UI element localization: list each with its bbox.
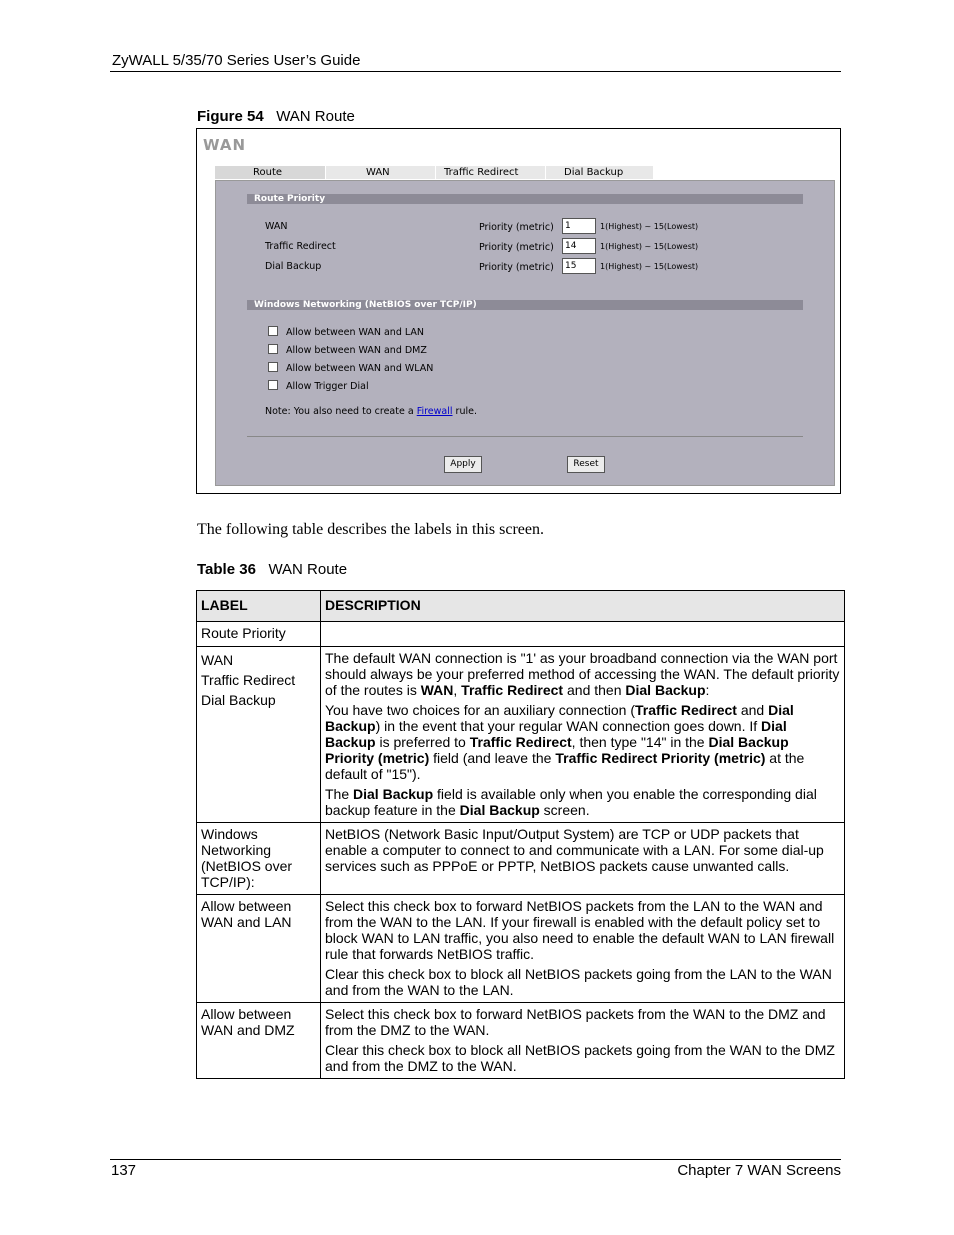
checkbox-label: Allow Trigger Dial	[286, 381, 369, 392]
table-row	[197, 895, 845, 1003]
tab-traffic-redirect[interactable]: Traffic Redirect	[436, 166, 546, 179]
separator	[247, 436, 803, 437]
tab-dial-backup[interactable]: Dial Backup	[546, 166, 654, 179]
allow-trigger-dial-checkbox[interactable]	[268, 380, 278, 390]
allow-wan-lan-checkbox[interactable]	[268, 326, 278, 336]
settings-panel	[215, 180, 835, 486]
row-label: Route Priority	[197, 622, 321, 647]
header-rule	[110, 71, 841, 72]
col-header-description: DESCRIPTION	[321, 591, 845, 622]
row-label: Allow between WAN and LAN	[197, 895, 321, 1003]
row-description: Select this check box to forward NetBIOS packets from the LAN to the WAN and from the WAN to the LAN. If your firewall is enabled with the default policy set to block WAN to LAN traffic, you also need to enable the default WAN to LAN firewall rule that forwards NetBIOS traffic. Clear this check box to block all NetBIOS packets going from the LAN to the WAN and from the WAN to the LAN.	[321, 895, 845, 1003]
footer-rule	[110, 1159, 841, 1160]
reset-button[interactable]: Reset	[567, 456, 605, 473]
description-table	[196, 590, 845, 1079]
tab-wan[interactable]: WAN	[326, 166, 436, 179]
table-row	[197, 1003, 845, 1079]
table-row	[197, 622, 845, 647]
priority-label: Priority (metric)	[479, 262, 554, 273]
table-row	[197, 823, 845, 895]
row-description: The default WAN connection is "1' as your broadband connection via the WAN port should always be your preferred method of accessing the WAN. The default priority of the routes is WAN, Traffic Redirect and then Dial Backup: You have two choices for an auxiliary connection (Traffic Redirect and Dial Backup) in the event that your regular WAN connection goes down. If Dial Backup is preferred to Traffic Redirect, then type "14" in the Dial Backup Priority (metric) field (and leave the Traffic Redirect Priority (metric) at the default of "15"). The Dial Backup field is available only when you enable the corresponding dial backup feature in the Dial Backup screen.	[321, 647, 845, 823]
checkbox-label: Allow between WAN and DMZ	[286, 345, 427, 356]
priority-label: Priority (metric)	[479, 242, 554, 253]
wan-priority-input[interactable]: 1	[562, 218, 596, 234]
traffic-redirect-priority-input[interactable]: 14	[562, 238, 596, 254]
figure-caption	[197, 108, 355, 125]
netbios-section: Windows Networking (NetBIOS over TCP/IP)	[247, 300, 803, 310]
row-description: NetBIOS (Network Basic Input/Output System) are TCP or UDP packets that enable a computer to connect to and communicate with a LAN. For some dial-up services such as PPPoE or PPTP, NetBIOS packets cause unwanted calls.	[321, 823, 845, 895]
table-row	[197, 647, 845, 823]
running-header: ZyWALL 5/35/70 Series User’s Guide	[112, 52, 361, 69]
firewall-link[interactable]: Firewall	[416, 406, 453, 417]
col-header-label: LABEL	[197, 591, 321, 622]
chapter-title: Chapter 7 WAN Screens	[677, 1162, 841, 1179]
priority-range: 1(Highest) ~ 15(Lowest)	[600, 262, 699, 271]
allow-wan-wlan-checkbox[interactable]	[268, 362, 278, 372]
row-label-dial-backup: Dial Backup	[265, 261, 322, 272]
checkbox-label: Allow between WAN and WLAN	[286, 363, 434, 374]
intro-text: The following table describes the labels in this screen.	[197, 521, 545, 538]
tab-route[interactable]: Route	[215, 166, 326, 179]
row-label-wan: WAN	[265, 221, 288, 232]
table-header-row	[197, 591, 845, 622]
priority-range: 1(Highest) ~ 15(Lowest)	[600, 242, 699, 251]
route-priority-section: Route Priority	[247, 194, 803, 204]
page-number: 137	[111, 1162, 137, 1179]
row-label: Windows Networking (NetBIOS over TCP/IP):	[197, 823, 321, 895]
table-title: WAN Route	[268, 561, 348, 578]
row-description	[321, 622, 845, 647]
priority-label: Priority (metric)	[479, 222, 554, 233]
row-label-traffic-redirect: Traffic Redirect	[265, 241, 336, 252]
table-label: Table 36	[197, 561, 256, 578]
firewall-note: Note: You also need to create a Firewall rule.	[265, 406, 477, 417]
priority-range: 1(Highest) ~ 15(Lowest)	[600, 222, 699, 231]
figure-title: WAN Route	[276, 108, 355, 125]
table-caption	[197, 561, 347, 578]
allow-wan-dmz-checkbox[interactable]	[268, 344, 278, 354]
row-description: Select this check box to forward NetBIOS packets from the WAN to the DMZ and from the DMZ to the WAN. Clear this check box to block all NetBIOS packets going from the WAN to the DMZ and from the DMZ to the WAN.	[321, 1003, 845, 1079]
screen-heading: WAN	[203, 136, 247, 154]
dial-backup-priority-input[interactable]: 15	[562, 258, 596, 274]
checkbox-label: Allow between WAN and LAN	[286, 327, 424, 338]
row-label: Allow between WAN and DMZ	[197, 1003, 321, 1079]
figure-label: Figure 54	[197, 108, 264, 125]
apply-button[interactable]: Apply	[444, 456, 482, 473]
tab-bar	[215, 166, 835, 180]
row-label: WAN Traffic Redirect Dial Backup	[197, 647, 321, 823]
